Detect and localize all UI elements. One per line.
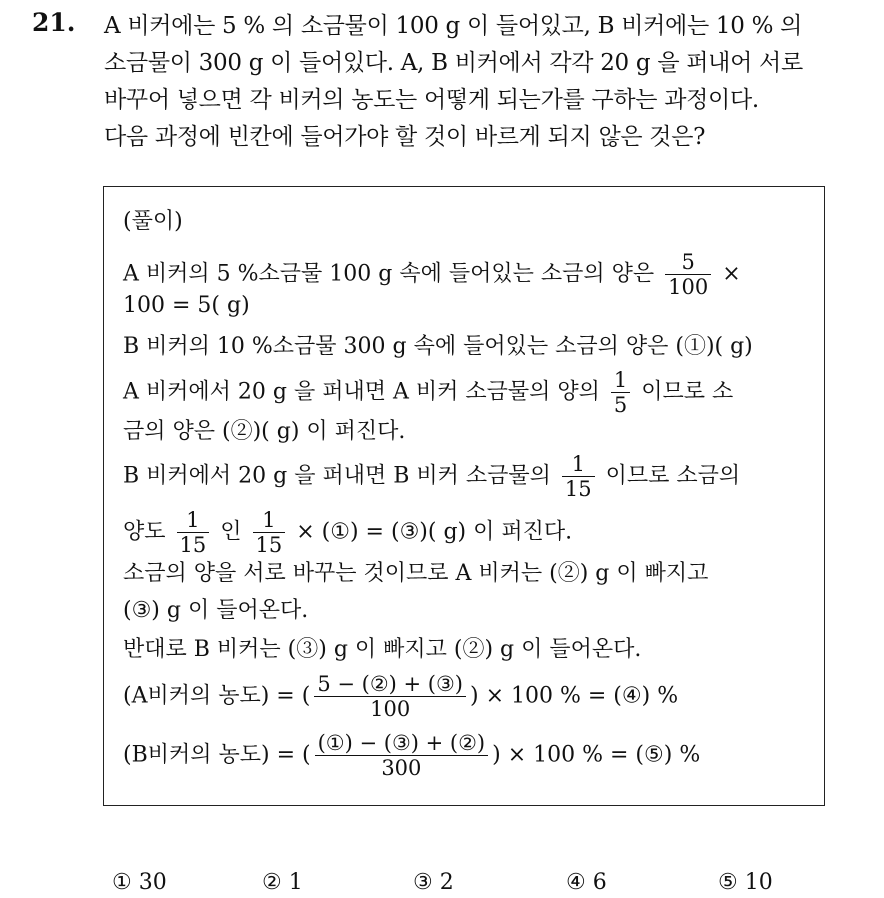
solution-text: 이므로 소금의 bbox=[605, 463, 741, 489]
fraction-denominator: 100 bbox=[665, 274, 711, 299]
solution-text: 이므로 소 bbox=[641, 379, 734, 405]
choice-3[interactable]: ③ 2 bbox=[413, 870, 454, 895]
solution-line-9: (③) g 이 들어온다. bbox=[123, 598, 309, 623]
solution-text: (B비커의 농도) = ( bbox=[123, 742, 311, 768]
fraction bbox=[315, 731, 489, 780]
fraction-numerator: (①) − (③) + (②) bbox=[317, 731, 486, 755]
choice-2[interactable]: ② 1 bbox=[262, 870, 303, 895]
fraction bbox=[611, 368, 630, 417]
question-text bbox=[104, 8, 864, 156]
fraction bbox=[562, 452, 595, 501]
solution-text: 인 bbox=[220, 519, 242, 545]
solution-line-11 bbox=[123, 672, 678, 721]
fraction-numerator: 1 bbox=[571, 452, 585, 476]
question-line: 다음 과정에 빈칸에 들어가야 할 것이 바르게 되지 않은 것은? bbox=[104, 124, 706, 150]
solution-text: A 비커의 5 %소금물 100 g 속에 들어있는 소금의 양은 bbox=[123, 261, 655, 287]
solution-text: × (①) = (③)( g) 이 퍼진다. bbox=[296, 519, 573, 545]
fraction-numerator: 5 − (②) + (③) bbox=[317, 672, 463, 696]
solution-heading: (풀이) bbox=[123, 209, 183, 234]
fraction-numerator: 1 bbox=[262, 508, 276, 532]
solution-line-8: 소금의 양을 서로 바꾸는 것이므로 A 비커는 (②) g 이 빠지고 bbox=[123, 561, 709, 586]
fraction-denominator: 15 bbox=[562, 476, 595, 501]
solution-line-2: 100 = 5( g) bbox=[123, 293, 250, 318]
solution-text: ) × 100 % = (⑤) % bbox=[492, 742, 701, 768]
choice-1[interactable]: ① 30 bbox=[112, 870, 167, 895]
fraction-denominator: 300 bbox=[315, 755, 489, 780]
fraction bbox=[177, 508, 210, 557]
solution-text: ) × 100 % = (④) % bbox=[470, 683, 679, 709]
question-line: 바꾸어 넣으면 각 비커의 농도는 어떻게 되는가를 구하는 과정이다. bbox=[104, 87, 759, 113]
choice-4[interactable]: ④ 6 bbox=[566, 870, 607, 895]
question-line: 소금물이 300 g 이 들어있다. A, B 비커에서 각각 20 g 을 퍼내어 서로 bbox=[104, 50, 803, 76]
solution-text: A 비커에서 20 g 을 퍼내면 A 비커 소금물의 양의 bbox=[123, 379, 600, 405]
solution-line-10: 반대로 B 비커는 (③) g 이 빠지고 (②) g 이 들어온다. bbox=[123, 637, 642, 662]
fraction-denominator: 5 bbox=[611, 392, 630, 417]
fraction-denominator: 15 bbox=[177, 532, 210, 557]
choice-5[interactable]: ⑤ 10 bbox=[718, 870, 773, 895]
fraction bbox=[253, 508, 286, 557]
solution-line-7 bbox=[123, 508, 572, 557]
solution-text: B 비커에서 20 g 을 퍼내면 B 비커 소금물의 bbox=[123, 463, 551, 489]
solution-line-6 bbox=[123, 452, 740, 501]
fraction bbox=[314, 672, 466, 721]
solution-line-3: B 비커의 10 %소금물 300 g 속에 들어있는 소금의 양은 (①)( g) bbox=[123, 334, 753, 359]
solution-line-5: 금의 양은 (②)( g) 이 퍼진다. bbox=[123, 419, 406, 444]
fraction-denominator: 100 bbox=[314, 696, 466, 721]
fraction-denominator: 15 bbox=[253, 532, 286, 557]
solution-text: 양도 bbox=[123, 519, 166, 545]
solution-line-12 bbox=[123, 731, 700, 780]
question-number: 21. bbox=[32, 8, 76, 37]
fraction-numerator: 1 bbox=[186, 508, 200, 532]
solution-line-4 bbox=[123, 368, 733, 417]
question-line: A 비커에는 5 % 의 소금물이 100 g 이 들어있고, B 비커에는 10 % 의 bbox=[104, 13, 803, 39]
fraction-numerator: 5 bbox=[681, 250, 695, 274]
solution-text: (A비커의 농도) = ( bbox=[123, 683, 311, 709]
fraction-numerator: 1 bbox=[613, 368, 628, 392]
solution-text: × bbox=[722, 261, 741, 287]
fraction bbox=[665, 250, 711, 299]
